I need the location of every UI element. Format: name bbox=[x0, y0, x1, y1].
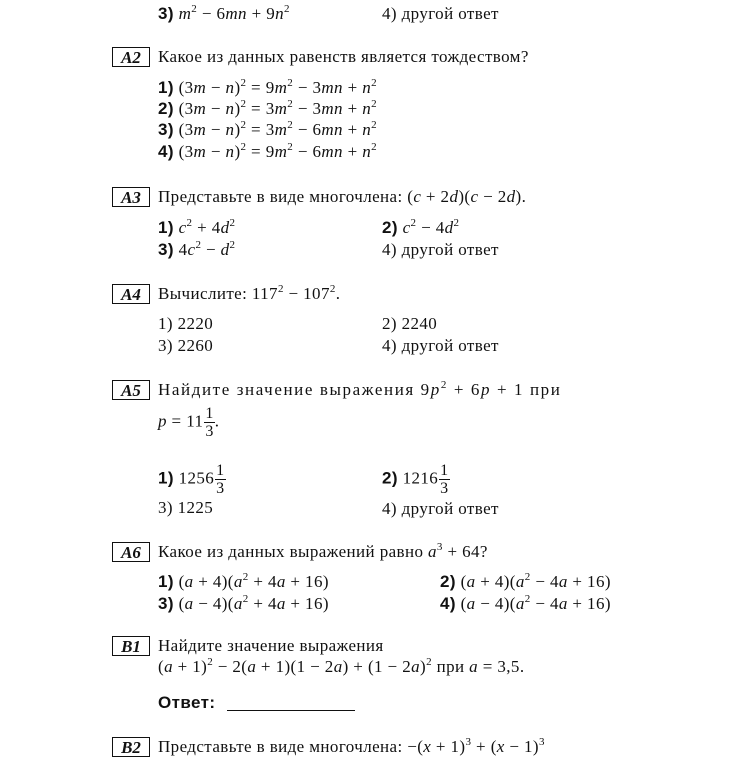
a4-option-4: 4) другой ответ bbox=[382, 336, 499, 355]
a5-option-4: 4) другой ответ bbox=[382, 499, 499, 518]
question-label-a4: A4 bbox=[112, 284, 150, 304]
question-label-a2: A2 bbox=[112, 47, 150, 67]
question-expression-b1: $(a + 1)^2 - 2(a + 1)(1 - 2a) + (1 - 2a)^2$ при a = 3,5. bbox=[158, 656, 525, 676]
answer-label-b1: Ответ: bbox=[158, 693, 216, 712]
question-label-a3: A3 bbox=[112, 187, 150, 207]
a2-option-1: 1) $(3m - n)^2 = 9m^2 - 3mn + n^2$ bbox=[158, 77, 378, 97]
a3-option-1: 1) $c^2 + 4d^2$ bbox=[158, 217, 236, 237]
question-label-a5: A5 bbox=[112, 380, 150, 400]
question-text-a5-cont: p = 11 $\frac{1}{3}$ . bbox=[158, 405, 220, 440]
question-label-b2: B2 bbox=[112, 737, 150, 757]
question-text-b1: Найдите значение выражения bbox=[158, 636, 384, 655]
question-label-b1: B1 bbox=[112, 636, 150, 656]
question-text-a2: Какое из данных равенств является тождеством? bbox=[158, 47, 529, 66]
answer-row-b1 bbox=[158, 693, 355, 713]
top-option-4: 4) другой ответ bbox=[382, 4, 499, 23]
a6-option-1: 1) $(a + 4)(a^2 + 4a + 16)$ bbox=[158, 571, 329, 591]
a6-option-2: 2) $(a + 4)(a^2 - 4a + 16)$ bbox=[440, 571, 611, 591]
a2-option-2: 2) $(3m - n)^2 = 3m^2 - 3mn + n^2$ bbox=[158, 98, 378, 118]
a4-option-3: 3) 2260 bbox=[158, 336, 214, 355]
question-text-a4: Вычислите: $117^2 - 107^2$. bbox=[158, 283, 341, 303]
a5-option-2: 2) 1216 $\frac{1}{3}$ bbox=[382, 462, 449, 497]
top-option-3: 3) $m^2 - 6mn + 9n^2$ bbox=[158, 3, 290, 23]
a3-option-3: 3) $4c^2 - d^2$ bbox=[158, 239, 236, 259]
question-text-a5: Найдите значение выражения $9p^2 + 6p + 1$ при bbox=[158, 379, 562, 399]
a2-option-3: 3) $(3m - n)^2 = 3m^2 - 6mn + n^2$ bbox=[158, 119, 378, 139]
a4-option-1: 1) 2220 bbox=[158, 314, 214, 333]
a5-option-3: 3) 1225 bbox=[158, 498, 214, 517]
answer-input-line[interactable] bbox=[227, 710, 355, 711]
a6-option-4: 4) $(a - 4)(a^2 - 4a + 16)$ bbox=[440, 593, 611, 613]
a2-option-4: 4) $(3m - n)^2 = 9m^2 - 6mn + n^2$ bbox=[158, 141, 378, 161]
a3-option-4: 4) другой ответ bbox=[382, 240, 499, 259]
question-text-a3: Представьте в виде многочлена: (c + 2d)(c − 2d). bbox=[158, 187, 527, 206]
question-label-a6: A6 bbox=[112, 542, 150, 562]
question-text-b2: Представьте в виде многочлена: $-(x + 1)^3 + (x - 1)^3$ bbox=[158, 736, 545, 756]
a4-option-2: 2) 2240 bbox=[382, 314, 438, 333]
a3-option-2: 2) $c^2 - 4d^2$ bbox=[382, 217, 460, 237]
question-text-a6: Какое из данных выражений равно $a^3 + 64$? bbox=[158, 541, 488, 561]
a6-option-3: 3) $(a - 4)(a^2 + 4a + 16)$ bbox=[158, 593, 329, 613]
a5-option-1: 1) 1256 $\frac{1}{3}$ bbox=[158, 462, 225, 497]
